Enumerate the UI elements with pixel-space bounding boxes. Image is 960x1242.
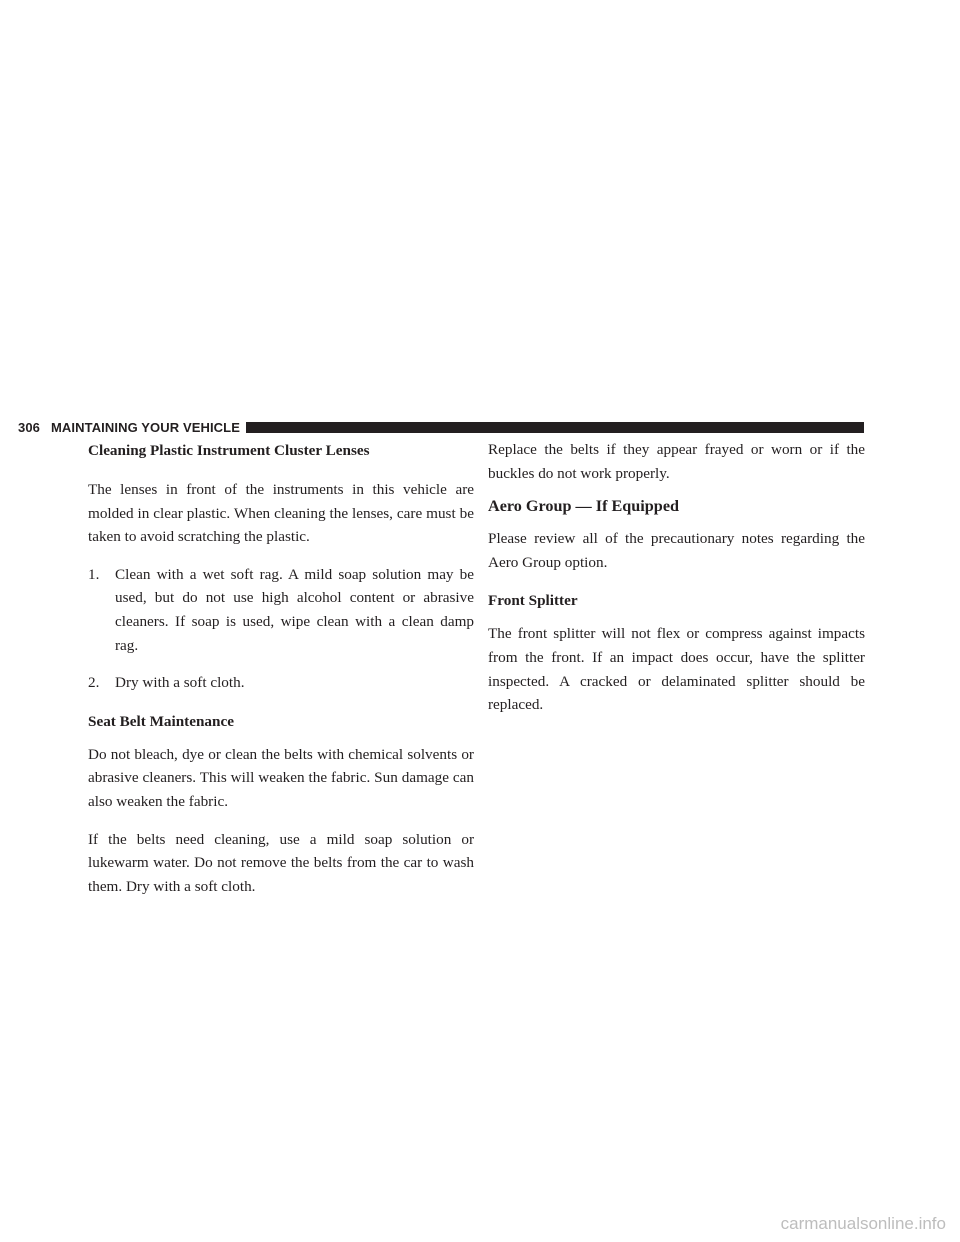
aero-group-paragraph: Please review all of the precautionary notes regarding the Aero Group option.: [488, 530, 865, 571]
page-number: 306: [18, 419, 40, 435]
left-column: [88, 438, 474, 912]
cluster-lenses-heading: Cleaning Plastic Instrument Cluster Lenses: [88, 442, 370, 459]
aero-group-heading: Aero Group — If Equipped: [488, 497, 680, 516]
seat-belt-paragraph-1: Do not bleach, dye or clean the belts with chemical solvents or abrasive cleaners. This will weaken the fabric. Sun damage can also weaken the fabric.: [88, 745, 474, 810]
list-item: [88, 563, 474, 657]
list-text: Dry with a soft cloth.: [115, 674, 245, 692]
seat-belt-paragraph-2: If the belts need cleaning, use a mild soap solution or lukewarm water. Do not remove the belts from the car to wash them. Dry with a soft cloth.: [88, 830, 474, 895]
front-splitter-heading: Front Splitter: [488, 592, 578, 610]
list-marker: 1.: [88, 565, 100, 583]
list-text: Clean with a wet soft rag. A mild soap solution may be used, but do not use high alcohol content or abrasive cleaners. If soap is used, wipe clean with a clean damp rag.: [115, 565, 474, 654]
section-title: MAINTAINING YOUR VEHICLE: [51, 419, 240, 435]
list-item: [88, 671, 474, 695]
page-header: [18, 417, 864, 437]
watermark: carmanualsonline.info: [780, 1214, 946, 1233]
cluster-lenses-intro: The lenses in front of the instruments in this vehicle are molded in clear plastic. When cleaning the lenses, care must be taken to avoid scratching the plastic.: [88, 481, 474, 546]
right-column: [488, 438, 865, 731]
front-splitter-paragraph: The front splitter will not flex or compress against impacts from the front. If an impact does occur, have the splitter inspected. A cracked or delaminated splitter should be replaced.: [488, 625, 865, 714]
replace-belts-paragraph: Replace the belts if they appear frayed or worn or if the buckles do not work properly.: [488, 441, 865, 482]
header-rule: [246, 422, 864, 433]
list-marker: 2.: [88, 674, 100, 692]
seat-belt-heading: Seat Belt Maintenance: [88, 712, 234, 730]
